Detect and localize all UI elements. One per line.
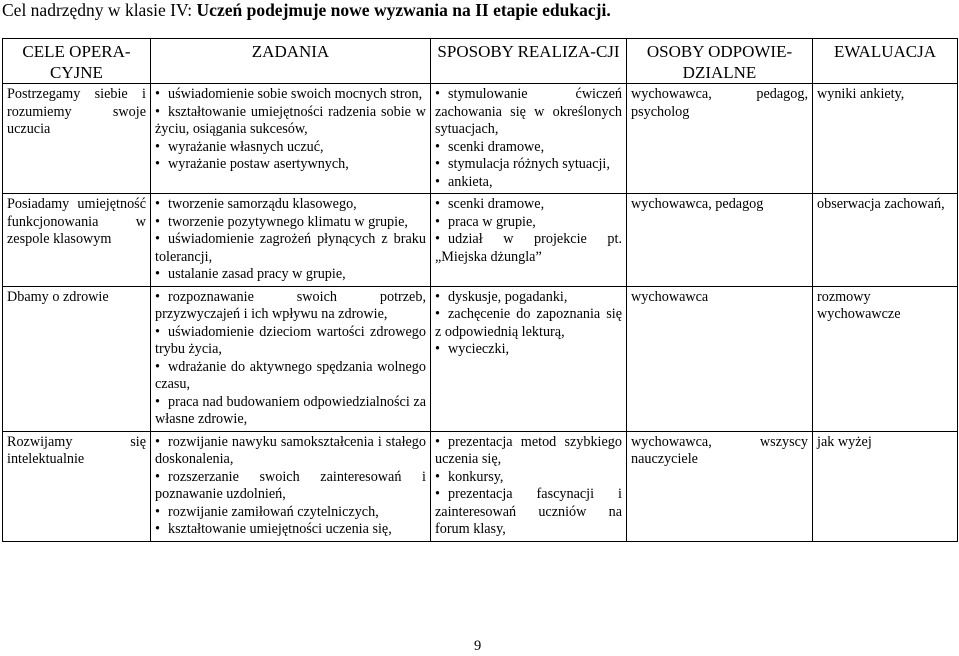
list-item-text: rozszerzanie swoich zainteresowań i poznawanie uzdolnień, (155, 468, 426, 502)
list-item-text: praca w grupie, (448, 213, 536, 230)
plan-table (2, 38, 958, 542)
responsible-cell: wychowawca, pedagog (627, 194, 813, 287)
methods-cell-list (435, 86, 622, 191)
list-item (435, 231, 622, 266)
bullet-icon: • (155, 86, 160, 102)
evaluation-cell: rozmowy wychowawcze (813, 286, 958, 431)
bullet-icon: • (155, 196, 160, 212)
list-item (155, 266, 426, 284)
bullet-icon: • (435, 306, 440, 322)
responsible-cell: wychowawca, pedagog, psycholog (627, 84, 813, 194)
list-item-text: prezentacja metod szybkiego uczenia się, (435, 433, 622, 467)
header-goals: CELE OPERA-CYJNE (3, 39, 151, 84)
list-item-text: wycieczki, (448, 341, 510, 357)
list-item-text: stymulacja różnych sytuacji, (448, 156, 610, 172)
tasks-cell (151, 431, 431, 541)
list-item (155, 156, 426, 174)
list-item-text: tworzenie pozytywnego klimatu w grupie, (168, 213, 408, 230)
tasks-cell-list (155, 434, 426, 539)
list-item (155, 504, 426, 522)
bullet-icon: • (435, 486, 440, 502)
tasks-cell-list (155, 86, 426, 174)
list-item (435, 86, 622, 139)
bullet-icon: • (435, 173, 440, 190)
list-item (435, 174, 622, 192)
list-item-text: praca nad budowaniem odpowiedzialności za własne zdrowie, (155, 393, 426, 427)
methods-cell-list (435, 434, 622, 539)
methods-cell (431, 194, 627, 287)
table-header-row (3, 39, 958, 84)
list-item-text: uświadomienie dzieciom wartości zdrowego trybu życia, (155, 323, 426, 357)
header-methods: SPOSOBY REALIZA-CJI (431, 39, 627, 84)
table-row (3, 84, 958, 194)
tasks-cell (151, 84, 431, 194)
list-item (155, 394, 426, 429)
bullet-icon: • (155, 393, 160, 410)
table-row (3, 286, 958, 431)
bullet-icon: • (435, 213, 440, 230)
bullet-icon: • (155, 503, 160, 520)
heading-bold: Uczeń podejmuje nowe wyzwania na II etapie edukacji. (196, 0, 611, 20)
bullet-icon: • (155, 231, 160, 247)
list-item-text: rozpoznawanie swoich potrzeb, przyzwyczajeń i ich wpływu na zdrowie, (155, 288, 426, 322)
bullet-icon: • (155, 156, 160, 172)
heading-prefix: Cel nadrzędny w klasie IV: (2, 0, 197, 20)
page-number: 9 (474, 638, 482, 654)
list-item (435, 156, 622, 174)
header-evaluation: EWALUACJA (813, 39, 958, 84)
tasks-cell-list (155, 196, 426, 284)
responsible-cell: wychowawca (627, 286, 813, 431)
bullet-icon: • (155, 323, 160, 340)
table-row (3, 431, 958, 541)
list-item (435, 469, 622, 487)
table-row (3, 194, 958, 287)
bullet-icon: • (155, 266, 160, 282)
list-item-text: uświadomienie sobie swoich mocnych stron, (168, 86, 423, 102)
evaluation-cell: jak wyżej (813, 431, 958, 541)
list-item (435, 341, 622, 359)
bullet-icon: • (435, 196, 440, 212)
bullet-icon: • (435, 341, 440, 357)
list-item-text: scenki dramowe, (448, 138, 545, 155)
goal-cell: Dbamy o zdrowie (3, 286, 151, 431)
list-item-text: wyrażanie postaw asertywnych, (168, 156, 349, 172)
list-item-text: zachęcenie do zapoznania się z odpowiednią lekturą, (435, 306, 622, 340)
list-item (155, 469, 426, 504)
list-item (155, 104, 426, 139)
header-tasks: ZADANIA (151, 39, 431, 84)
list-item-text: uświadomienie zagrożeń płynących z braku tolerancji, (155, 231, 426, 265)
list-item (155, 196, 426, 214)
bullet-icon: • (155, 213, 160, 230)
bullet-icon: • (435, 468, 440, 485)
tasks-cell (151, 286, 431, 431)
bullet-icon: • (155, 433, 160, 450)
bullet-icon: • (435, 138, 440, 155)
bullet-icon: • (435, 288, 440, 305)
list-item-text: kształtowanie umiejętności radzenia sobie w życiu, osiągania sukcesów, (155, 103, 426, 137)
goal-cell: Rozwijamy się intelektualnie (3, 431, 151, 541)
list-item (435, 214, 622, 232)
bullet-icon: • (155, 521, 160, 537)
evaluation-cell: obserwacja zachowań, (813, 194, 958, 287)
list-item (155, 521, 426, 539)
list-item (155, 324, 426, 359)
list-item (155, 86, 426, 104)
list-item-text: rozwijanie zamiłowań czytelniczych, (168, 503, 379, 520)
header-responsible: OSOBY ODPOWIE-DZIALNE (627, 39, 813, 84)
list-item (435, 289, 622, 307)
list-item (155, 139, 426, 157)
list-item (155, 214, 426, 232)
bullet-icon: • (435, 156, 440, 172)
list-item-text: stymulowanie ćwiczeń zachowania się w określonych sytuacjach, (435, 86, 622, 137)
bullet-icon: • (155, 468, 160, 485)
bullet-icon: • (155, 288, 160, 305)
methods-cell (431, 431, 627, 541)
list-item-text: ustalanie zasad pracy w grupie, (168, 266, 346, 282)
list-item (435, 139, 622, 157)
goal-cell: Posiadamy umiejętność funkcjonowania w zespole klasowym (3, 194, 151, 287)
responsible-cell: wychowawca, wszyscy nauczyciele (627, 431, 813, 541)
page-heading (2, 0, 611, 21)
bullet-icon: • (155, 358, 160, 375)
bullet-icon: • (155, 103, 160, 120)
list-item (435, 486, 622, 539)
bullet-icon: • (435, 86, 440, 102)
tasks-cell (151, 194, 431, 287)
methods-cell (431, 84, 627, 194)
list-item-text: ankieta, (448, 173, 493, 190)
list-item-text: konkursy, (448, 468, 504, 485)
list-item (155, 434, 426, 469)
bullet-icon: • (435, 433, 440, 450)
evaluation-cell: wyniki ankiety, (813, 84, 958, 194)
list-item-text: wdrażanie do aktywnego spędzania wolnego czasu, (155, 358, 426, 392)
methods-cell (431, 286, 627, 431)
list-item-text: scenki dramowe, (448, 196, 545, 212)
methods-cell-list (435, 196, 622, 266)
list-item-text: rozwijanie nawyku samokształcenia i stałego doskonalenia, (155, 433, 426, 467)
list-item-text: udział w projekcie pt. „Miejska dżungla” (435, 231, 622, 265)
methods-cell-list (435, 289, 622, 359)
list-item-text: dyskusje, pogadanki, (448, 288, 568, 305)
list-item (155, 289, 426, 324)
list-item (155, 359, 426, 394)
list-item (435, 434, 622, 469)
bullet-icon: • (435, 231, 440, 247)
goal-cell: Postrzegamy siebie i rozumiemy swoje uczucia (3, 84, 151, 194)
list-item (155, 231, 426, 266)
bullet-icon: • (155, 138, 160, 155)
list-item-text: kształtowanie umiejętności uczenia się, (168, 521, 392, 537)
list-item-text: wyrażanie własnych uczuć, (168, 138, 324, 155)
list-item-text: tworzenie samorządu klasowego, (168, 196, 357, 212)
list-item (435, 306, 622, 341)
list-item (435, 196, 622, 214)
tasks-cell-list (155, 289, 426, 429)
list-item-text: prezentacja fascynacji i zainteresowań uczniów na forum klasy, (435, 486, 622, 537)
